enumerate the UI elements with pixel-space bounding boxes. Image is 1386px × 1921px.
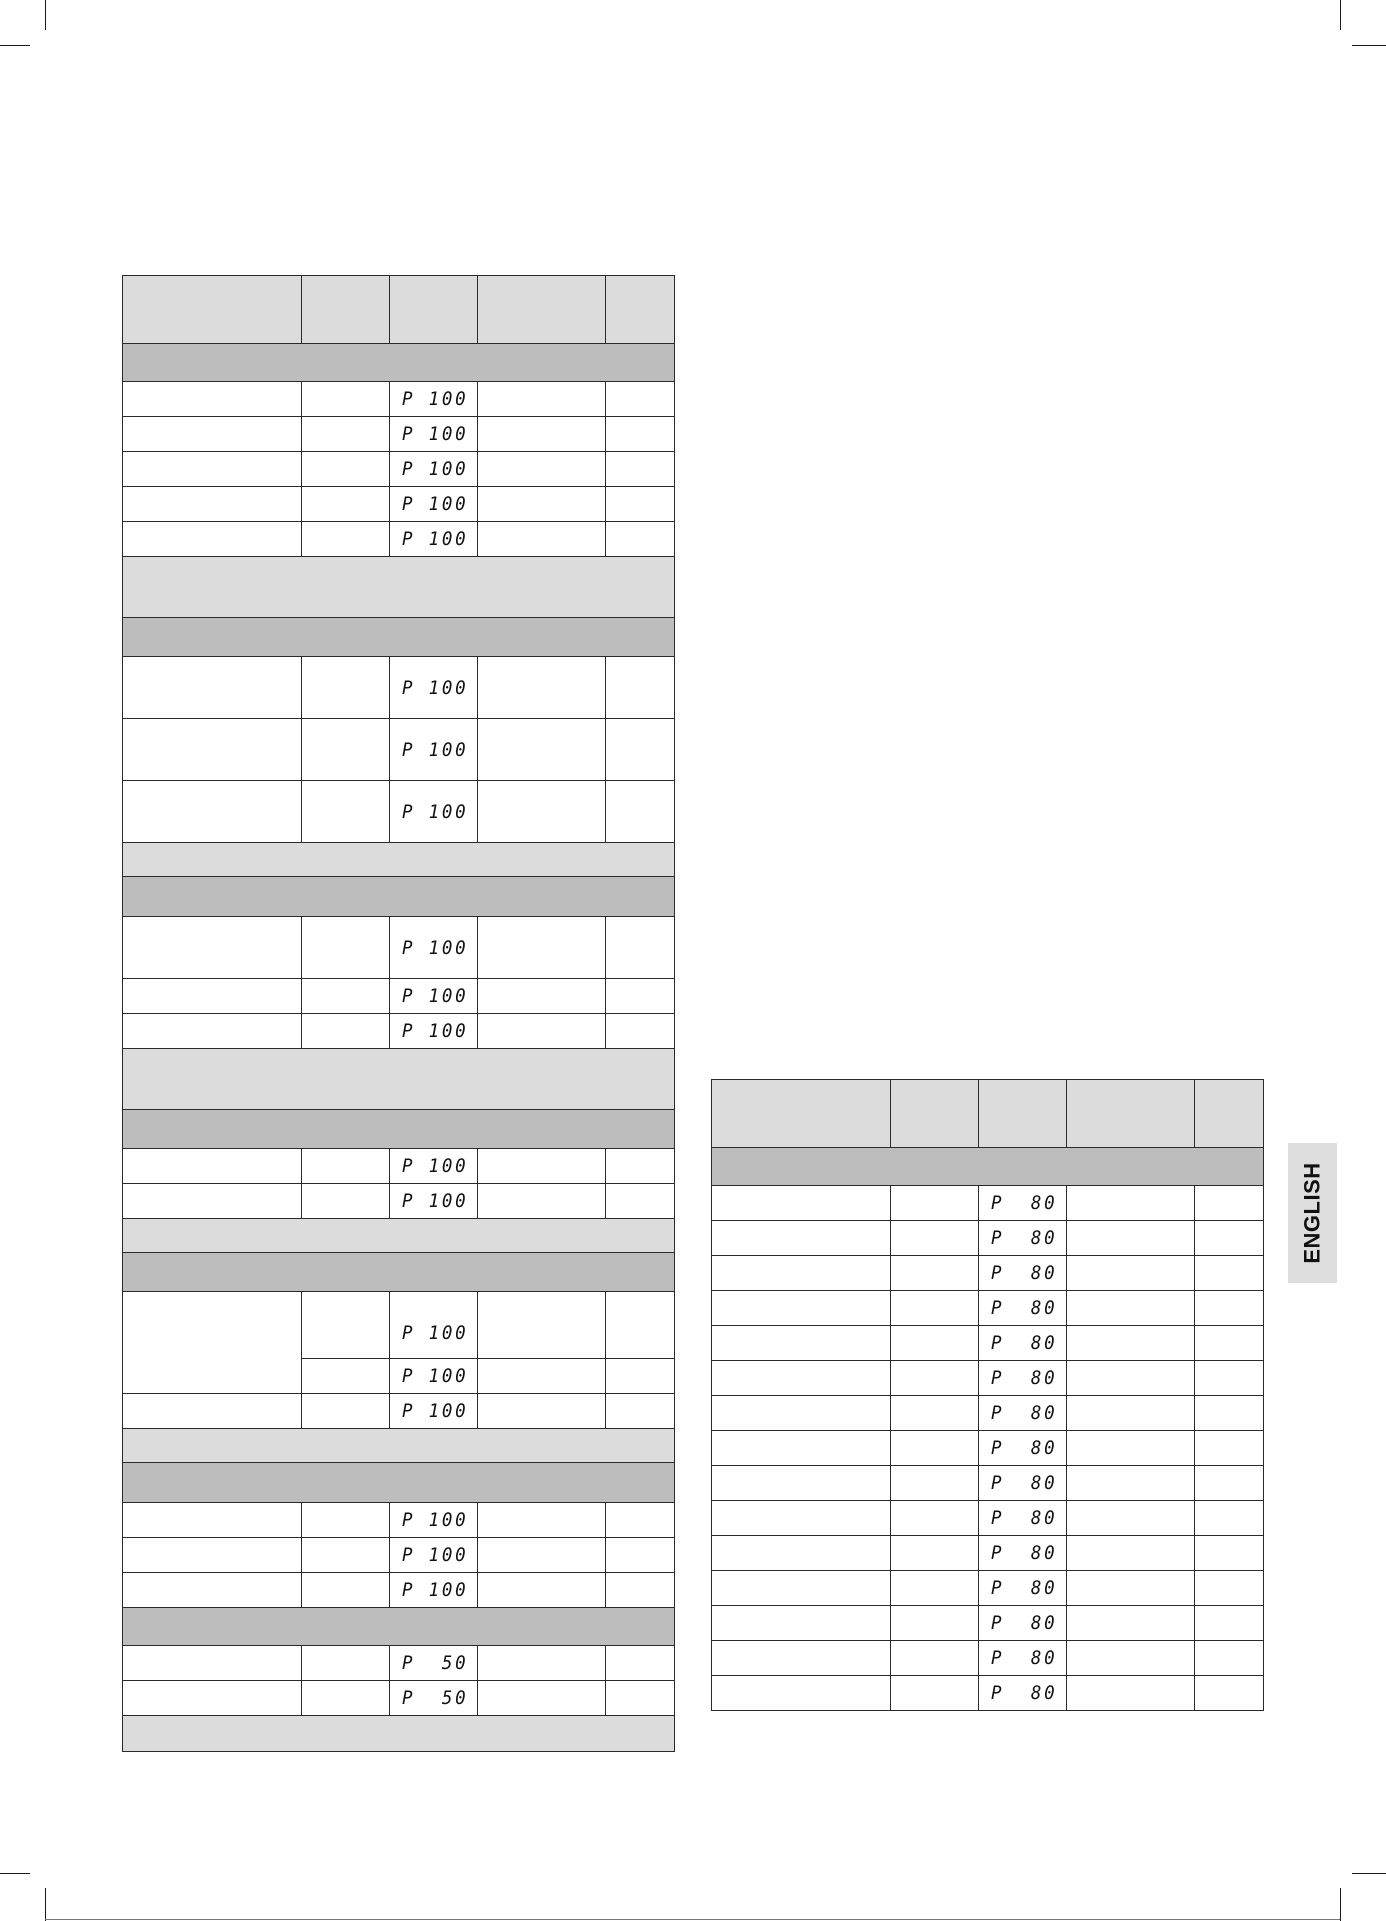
table-row [712,1186,1264,1221]
power-level: P 100 [402,1322,469,1344]
table-row [712,1466,1264,1501]
table-row [123,1573,675,1608]
crop-mark [0,45,30,46]
table-row [123,979,675,1014]
table-row [712,1641,1264,1676]
power-level: P 100 [402,1020,469,1042]
power-level: P 80 [991,1192,1058,1214]
crop-mark [1340,1888,1341,1921]
power-level: P 80 [991,1227,1058,1249]
cooking-table-right [711,1079,1264,1711]
table-row [123,1503,675,1538]
power-level: P 80 [991,1332,1058,1354]
table-header-row [123,276,675,344]
table-row [123,781,675,843]
power-level: P 100 [402,1365,469,1387]
note-row [123,1219,675,1253]
table-row [123,522,675,557]
table-row [712,1571,1264,1606]
note-row [123,843,675,877]
power-level: P 80 [991,1297,1058,1319]
power-level: P 100 [402,985,469,1007]
section-row [123,877,675,917]
note-row [123,1716,675,1752]
table-row [123,452,675,487]
table-row [712,1221,1264,1256]
table-row [123,719,675,781]
language-tab [1288,1143,1337,1283]
table-row [123,1149,675,1184]
table-row [123,487,675,522]
power-level: P 80 [991,1437,1058,1459]
power-level: P 100 [402,493,469,515]
power-level: P 100 [402,388,469,410]
power-level: P 100 [402,1190,469,1212]
table-row [712,1676,1264,1711]
section-row [123,1608,675,1646]
power-level: P 100 [402,458,469,480]
section-row [123,1253,675,1292]
table-row [712,1361,1264,1396]
table-row [123,1681,675,1716]
section-row [123,1463,675,1503]
power-level: P 100 [402,1155,469,1177]
cooking-table-left [122,275,675,1752]
power-level: P 100 [402,936,469,959]
table-row [712,1396,1264,1431]
crop-mark [1352,45,1386,46]
table-row [123,417,675,452]
power-level: P 100 [402,738,469,761]
table-row [712,1256,1264,1291]
table-row [712,1431,1264,1466]
table-row [123,1184,675,1219]
language-tab-label: ENGLISH [1299,1162,1325,1264]
power-level: P 80 [991,1367,1058,1389]
table-row [712,1291,1264,1326]
table-row [123,1292,675,1359]
power-level: P 100 [402,1509,469,1531]
power-level: P 100 [402,1400,469,1422]
power-level: P 80 [991,1402,1058,1424]
power-level: P 100 [402,423,469,445]
table-row [123,917,675,979]
table-row [712,1501,1264,1536]
table-row [123,657,675,719]
power-level: P 80 [991,1507,1058,1529]
table-row [123,1646,675,1681]
power-level: P 100 [402,528,469,550]
power-level: P 80 [991,1472,1058,1494]
table-row [123,382,675,417]
section-row [123,344,675,382]
crop-mark [45,1888,46,1921]
crop-mark [1352,1873,1386,1874]
note-row [123,1049,675,1110]
table-header-row [712,1080,1264,1148]
section-row [123,618,675,657]
table-row [712,1326,1264,1361]
table-row [123,1394,675,1429]
table-row [123,1014,675,1049]
table-row [123,1538,675,1573]
power-level: P 80 [991,1542,1058,1564]
crop-mark [1340,0,1341,30]
crop-mark [0,1873,30,1874]
power-level: P 100 [402,800,469,823]
power-level: P 100 [402,1544,469,1566]
power-level: P 80 [991,1262,1058,1284]
power-level: P 80 [991,1682,1058,1704]
note-row [123,1429,675,1463]
power-level: P 100 [402,1579,469,1601]
power-level: P 100 [402,676,469,699]
section-row [712,1148,1264,1186]
power-level: P 80 [991,1577,1058,1599]
section-row [123,1110,675,1149]
note-row [123,557,675,618]
crop-mark [45,0,46,30]
trim-line [45,1919,1340,1920]
table-row [712,1536,1264,1571]
table-row [712,1606,1264,1641]
power-level: P 50 [402,1652,469,1674]
power-level: P 50 [402,1687,469,1709]
power-level: P 80 [991,1612,1058,1634]
power-level: P 80 [991,1647,1058,1669]
